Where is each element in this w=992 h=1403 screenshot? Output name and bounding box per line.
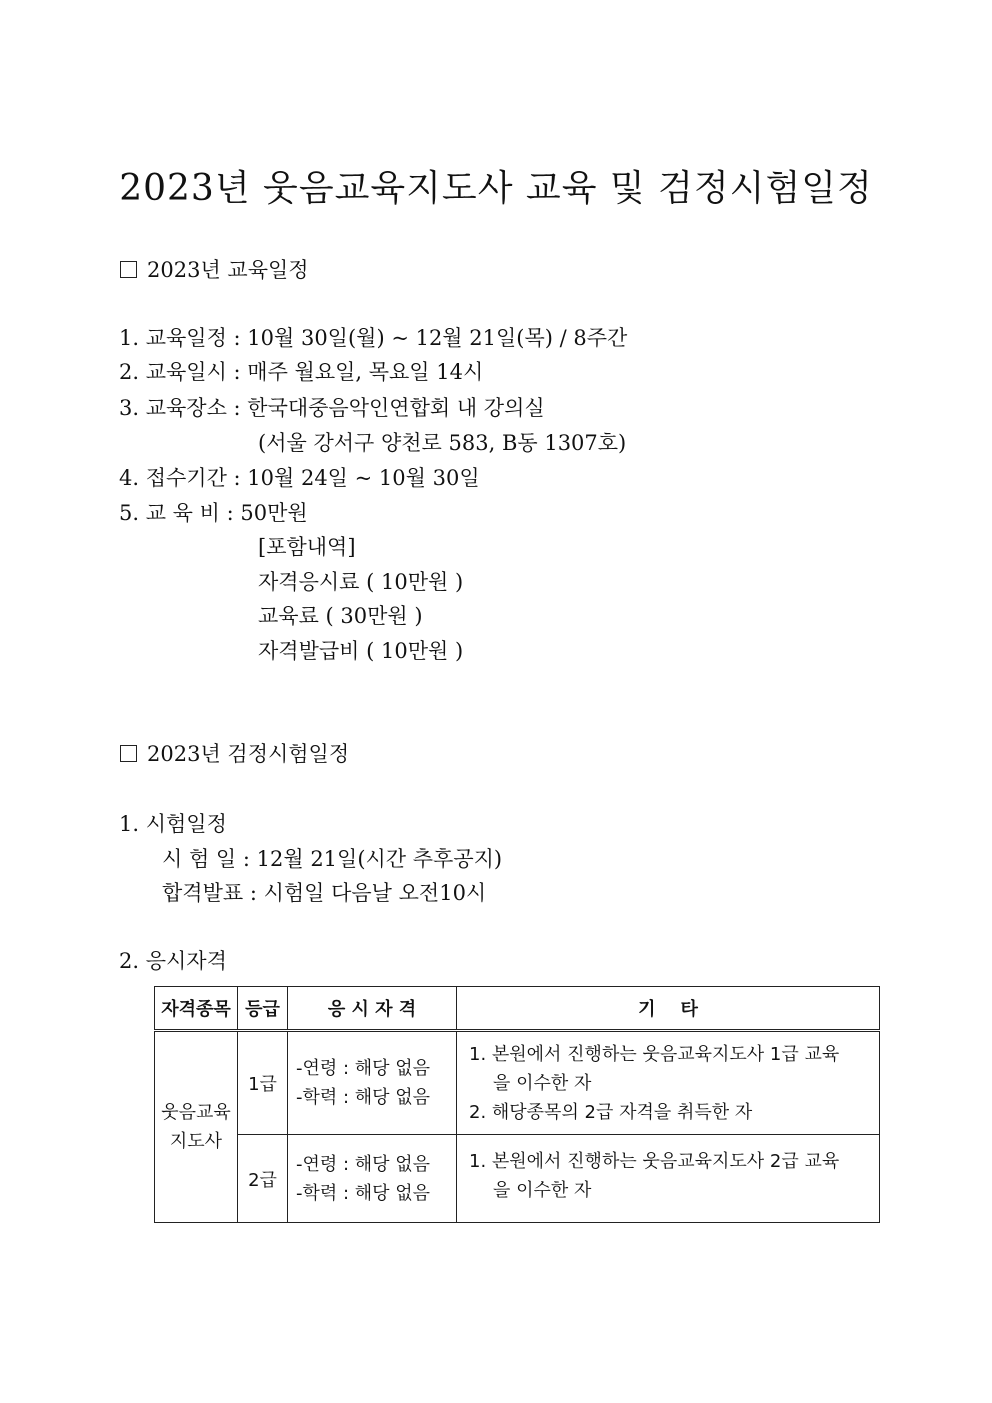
fee-tuition-item: 교육료 ( 30만원 ) xyxy=(258,604,423,628)
requirement-age: -연령 : 해당 없음 xyxy=(296,1153,431,1175)
checkbox-square-icon xyxy=(120,745,137,762)
page-title: 2023년 웃음교육지도사 교육 및 검정시험일정 xyxy=(119,168,873,209)
etc-item-1-cont: 을 이수한 자 xyxy=(493,1180,592,1201)
fee-exam-item: 자격응시료 ( 10만원 ) xyxy=(258,570,464,594)
etc-item-1: 1. 본원에서 진행하는 웃음교육지도사 1급 교육 xyxy=(469,1043,840,1065)
etc-item-2: 2. 해당종목의 2급 자격을 취득한 자 xyxy=(469,1101,753,1123)
grade-cell: 2급 xyxy=(238,1135,288,1223)
requirement-cell xyxy=(288,1031,457,1135)
header-category: 자격종목 xyxy=(155,987,238,1031)
table-row xyxy=(155,1031,880,1135)
edu-registration-line: 4. 접수기간 : 10월 24일 ~ 10월 30일 xyxy=(119,466,480,490)
checkbox-square-icon xyxy=(120,261,137,278)
requirement-age: -연령 : 해당 없음 xyxy=(296,1058,431,1079)
section-education-heading xyxy=(120,254,309,284)
etc-cell xyxy=(457,1135,880,1223)
edu-place-line: 3. 교육장소 : 한국대중음악인연합회 내 강의실 xyxy=(119,396,545,420)
edu-address-line: (서울 강서구 양천로 583, B동 1307호) xyxy=(258,431,627,455)
edu-schedule-line: 1. 교육일정 : 10월 30일(월) ~ 12월 21일(목) / 8주간 xyxy=(119,326,628,350)
edu-fee-line: 5. 교 육 비 : 50만원 xyxy=(119,501,308,525)
requirement-education: -학력 : 해당 없음 xyxy=(296,1087,431,1108)
exam-day-line: 시 험 일 : 12월 21일(시간 추후공지) xyxy=(162,847,503,871)
grade-cell: 1급 xyxy=(238,1031,288,1135)
requirement-cell xyxy=(288,1135,457,1223)
requirement-education: -학력 : 해당 없음 xyxy=(296,1182,431,1204)
edu-time-line: 2. 교육일시 : 매주 월요일, 목요일 14시 xyxy=(119,360,484,384)
table-header-row xyxy=(155,987,880,1031)
section-exam-heading xyxy=(120,738,349,768)
section-heading-label: 2023년 교육일정 xyxy=(147,258,309,282)
eligibility-table xyxy=(154,986,880,1223)
section-heading-label: 2023년 검정시험일정 xyxy=(147,742,350,766)
exam-schedule-subheading: 1. 시험일정 xyxy=(119,812,227,836)
header-requirement: 응 시 자 격 xyxy=(288,987,457,1031)
etc-cell xyxy=(457,1031,880,1135)
category-cell xyxy=(155,1031,238,1223)
category-line1: 웃음교육 xyxy=(161,1102,231,1123)
header-etc: 기 타 xyxy=(457,987,880,1031)
table-row xyxy=(155,1135,880,1223)
etc-item-1-cont: 을 이수한 자 xyxy=(493,1072,592,1094)
fee-certificate-item: 자격발급비 ( 10만원 ) xyxy=(258,639,464,663)
etc-item-1: 1. 본원에서 진행하는 웃음교육지도사 2급 교육 xyxy=(469,1151,840,1172)
fee-included-label: [포함내역] xyxy=(258,535,356,559)
header-grade: 등급 xyxy=(238,987,288,1031)
exam-result-line: 합격발표 : 시험일 다음날 오전10시 xyxy=(162,881,487,905)
category-line2: 지도사 xyxy=(169,1131,223,1152)
eligibility-subheading: 2. 응시자격 xyxy=(119,949,227,973)
